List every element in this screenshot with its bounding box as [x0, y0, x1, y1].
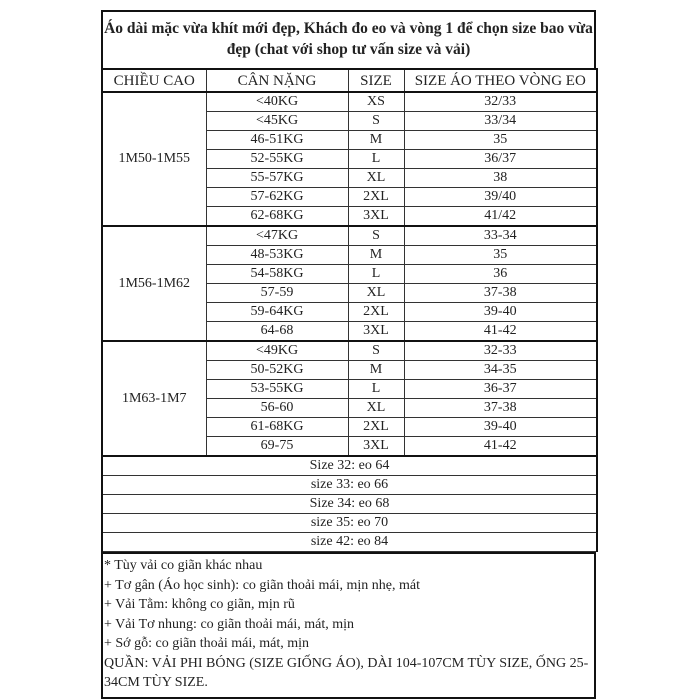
size-cell: L	[348, 150, 404, 169]
size-cell: XL	[348, 169, 404, 188]
weight-cell: 57-62KG	[206, 188, 348, 207]
header-height: CHIỀU CAO	[102, 69, 206, 92]
size-waist-row	[102, 495, 597, 514]
note-line: * Tùy vải co giãn khác nhau	[104, 558, 263, 573]
size-cell: S	[348, 112, 404, 131]
waist-size-cell: 33/34	[404, 112, 597, 131]
weight-cell: 46-51KG	[206, 131, 348, 150]
size-waist-row	[102, 533, 597, 552]
header-weight: CÂN NẶNG	[206, 69, 348, 92]
weight-cell: <49KG	[206, 341, 348, 361]
size-waist-text: size 33: eo 66	[102, 476, 597, 495]
size-cell: 3XL	[348, 207, 404, 227]
weight-cell: 52-55KG	[206, 150, 348, 169]
waist-size-cell: 37-38	[404, 399, 597, 418]
size-cell: XL	[348, 284, 404, 303]
weight-cell: 57-59	[206, 284, 348, 303]
size-cell: M	[348, 131, 404, 150]
waist-size-cell: 36/37	[404, 150, 597, 169]
height-range-cell: 1M63-1M7	[102, 341, 206, 456]
chart-title: Áo dài mặc vừa khít mới đẹp, Khách đo eo và vòng 1 để chọn size bao vừa đẹp (chat với shop tư vấn size và vải)	[101, 10, 596, 68]
waist-size-cell: 39-40	[404, 418, 597, 437]
table-header-row	[102, 69, 597, 92]
note-line: + Vải Tằm: không co giãn, mịn rũ	[104, 597, 295, 612]
weight-cell: 54-58KG	[206, 265, 348, 284]
waist-size-cell: 38	[404, 169, 597, 188]
size-cell: 2XL	[348, 303, 404, 322]
note-line: QUẦN: VẢI PHI BÓNG (SIZE GIỐNG ÁO), DÀI 104-107CM TÙY SIZE, ỐNG 25-34CM TÙY SIZE.	[104, 655, 589, 690]
note-line: + Tơ gân (Áo học sinh): co giãn thoải mái, mịn nhẹ, mát	[104, 577, 420, 593]
waist-size-cell: 35	[404, 246, 597, 265]
note-line: + Sớ gỗ: co giãn thoải mái, mát, mịn	[104, 636, 310, 651]
size-waist-text: size 35: eo 70	[102, 514, 597, 533]
size-cell: XS	[348, 92, 404, 112]
size-chart	[101, 10, 596, 699]
waist-size-cell: 35	[404, 131, 597, 150]
weight-cell: <45KG	[206, 112, 348, 131]
weight-cell: <47KG	[206, 226, 348, 246]
size-cell: S	[348, 341, 404, 361]
waist-size-cell: 32/33	[404, 92, 597, 112]
size-waist-text: Size 32: eo 64	[102, 456, 597, 476]
table-row	[102, 341, 597, 361]
size-table	[101, 68, 598, 552]
note-line: + Vải Tơ nhung: co giãn thoải mái, mát, mịn	[104, 616, 355, 632]
size-cell: 2XL	[348, 418, 404, 437]
size-waist-text: size 42: eo 84	[102, 533, 597, 552]
height-range-cell: 1M56-1M62	[102, 226, 206, 341]
waist-size-cell: 39/40	[404, 188, 597, 207]
weight-cell: 50-52KG	[206, 361, 348, 380]
size-cell: L	[348, 265, 404, 284]
notes-box	[101, 552, 596, 699]
size-cell: M	[348, 246, 404, 265]
size-cell: 3XL	[348, 322, 404, 342]
size-waist-row	[102, 456, 597, 476]
size-waist-text: Size 34: eo 68	[102, 495, 597, 514]
weight-cell: 56-60	[206, 399, 348, 418]
waist-size-cell: 34-35	[404, 361, 597, 380]
waist-size-cell: 36	[404, 265, 597, 284]
weight-cell: 64-68	[206, 322, 348, 342]
weight-cell: 48-53KG	[206, 246, 348, 265]
weight-cell: 69-75	[206, 437, 348, 457]
weight-cell: 59-64KG	[206, 303, 348, 322]
weight-cell: 61-68KG	[206, 418, 348, 437]
size-cell: S	[348, 226, 404, 246]
table-row	[102, 226, 597, 246]
weight-cell: 53-55KG	[206, 380, 348, 399]
size-cell: 2XL	[348, 188, 404, 207]
waist-size-cell: 36-37	[404, 380, 597, 399]
height-range-cell: 1M50-1M55	[102, 92, 206, 226]
waist-size-cell: 41/42	[404, 207, 597, 227]
size-cell: 3XL	[348, 437, 404, 457]
table-row	[102, 92, 597, 112]
waist-size-cell: 39-40	[404, 303, 597, 322]
header-size: SIZE	[348, 69, 404, 92]
waist-size-cell: 41-42	[404, 437, 597, 457]
weight-cell: 62-68KG	[206, 207, 348, 227]
size-waist-row	[102, 514, 597, 533]
header-waist-size: SIZE ÁO THEO VÒNG EO	[404, 69, 597, 92]
waist-size-cell: 37-38	[404, 284, 597, 303]
weight-cell: 55-57KG	[206, 169, 348, 188]
weight-cell: <40KG	[206, 92, 348, 112]
size-cell: M	[348, 361, 404, 380]
size-waist-row	[102, 476, 597, 495]
size-cell: XL	[348, 399, 404, 418]
waist-size-cell: 33-34	[404, 226, 597, 246]
size-cell: L	[348, 380, 404, 399]
waist-size-cell: 41-42	[404, 322, 597, 342]
waist-size-cell: 32-33	[404, 341, 597, 361]
